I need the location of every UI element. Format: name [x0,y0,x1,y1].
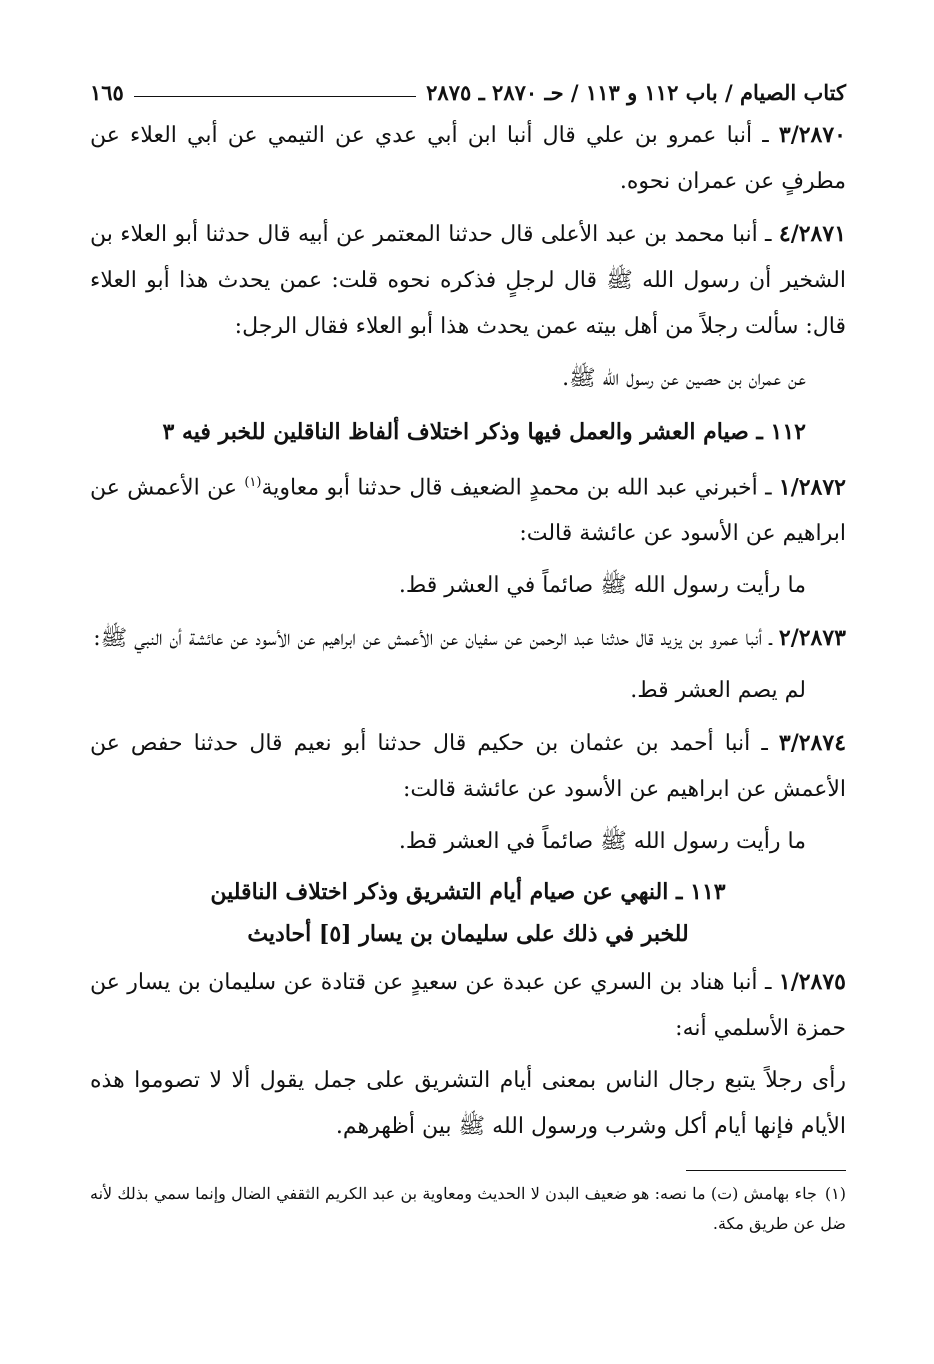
footnote-marker[interactable]: (١) [244,475,262,490]
chapter-heading-113 [90,871,846,955]
chapter-heading-112: ١١٢ ـ صيام العشر والعمل فيها وذكر اختلاف ألفاظ الناقلين للخبر فيه ٣ [162,419,806,445]
hadith-text: ـ أنبا أحمد بن عثمان بن حكيم قال حدثنا أبو نعيم قال حدثنا حفص عن الأعمش عن ابراهيم عن الأسود عن عائشة قالت: [90,731,846,803]
header-title: كتاب الصيام / باب ١١٢ و ١١٣ / حـ ٢٨٧٠ ـ ٢٨٧٥ [426,79,846,105]
hadith-2871 [90,211,846,350]
hadith-number: ١/٢٨٧٢ [778,474,846,501]
hadith-2870 [90,112,846,205]
hadith-matn: رأى رجلاً يتبع رجال الناس بمعنى أيام التشريق على جمل يقول ألا لا تصوموا هذه الأيام فإنها أيام أكل وشرب ورسول الله ﷺ بين أظهرهم. [90,1068,846,1140]
footnote-text: جاء بهامش (ت) ما نصه: هو ضعيف البدن لا الحديث ومعاوية بن عبد الكريم الثقفي الضال وإنما سمي بذلك لأنه ضل عن طريق مكة. [90,1184,846,1234]
hadith-text: ـ أنبا محمد بن عبد الأعلى قال حدثنا المعتمر عن أبيه قال حدثنا أبو العلاء بن الشخير أن رسول الله ﷺ قال لرجلٍ فذكره نحوه قلت: عمن يحدث هذا أبو العلاء قال: سألت رجلاً من أهل بيته عمن يحدث هذا أبو العلاء فقال الرجل: [90,222,846,339]
hadith-2872 [90,460,846,557]
hadith-text: ـ أنبا عمرو بن علي قال أنبا ابن أبي عدي عن التيمي عن أبي العلاء عن مطرفٍ عن عمران نحوه. [90,123,846,194]
footnote [90,1179,846,1239]
hadith-number: ٢/٢٨٧٣ [778,625,846,652]
running-header [90,72,846,112]
hadith-matn: ما رأيت رسول الله ﷺ صائماً في العشر قط. [398,573,806,599]
hadith-text: ـ أنبا عمرو بن يزيد قال حدثنا عبد الرحمن عن سفيان عن الأعمش عن ابراهيم عن الأسود عن عائشة أن النبي ﷺ: [93,626,772,652]
hadith-2874 [90,720,846,813]
hadith-number: ٣/٢٨٧٤ [778,730,847,757]
hadith-text: ـ أنبا هناد بن السري عن عبدة عن سعيدٍ عن قتادة عن سليمان بن يسار عن حمزة الأسلمي أنه: [90,970,846,1042]
hadith-number: ٣/٢٨٧٠ [778,122,846,148]
hadith-2875 [90,959,846,1052]
hadith-text: عن الأعمش عن ابراهيم عن الأسود عن عائشة قالت: [90,475,846,547]
hadith-matn: عن عمران بن حصين عن رسول الله ﷺ. [562,366,806,391]
document-page [90,72,846,1332]
hadith-matn: ما رأيت رسول الله ﷺ صائماً في العشر قط. [398,829,806,855]
hadith-2873 [90,615,846,662]
chapter-heading-line: للخبر في ذلك على سليمان بن يسار [٥] أحاديث [247,921,689,948]
chapter-heading-line: ١١٣ ـ النهي عن صيام أيام التشريق وذكر اختلاف الناقلين [210,879,726,906]
hadith-matn: لم يصم العشر قط. [630,678,806,704]
footnote-number: (١) [824,1184,846,1204]
page-number: ١٦٥ [90,79,124,105]
header-rule [134,96,416,97]
hadith-text: ـ أخبرني عبد الله بن محمدٍ الضعيف قال حدثنا أبو معاوية [261,475,772,501]
hadith-number: ٤/٢٨٧١ [778,221,847,247]
hadith-number: ١/٢٨٧٥ [778,969,846,996]
footnote-separator [686,1170,846,1171]
